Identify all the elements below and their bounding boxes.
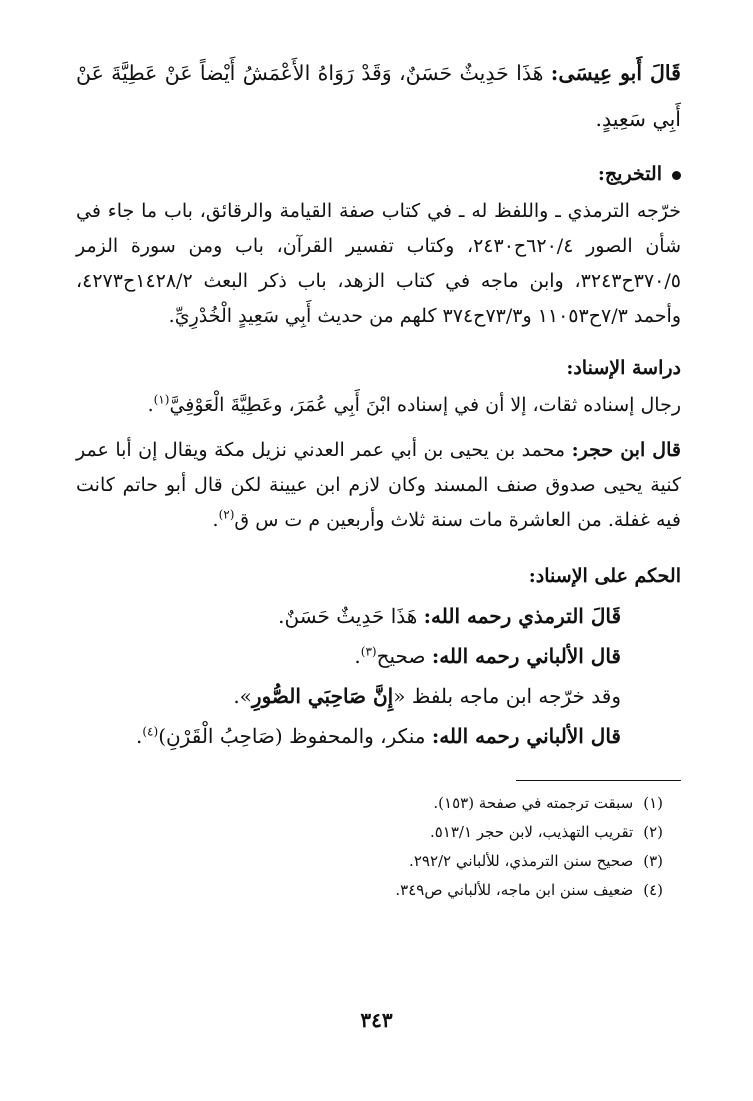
footnote-item	[76, 818, 681, 847]
ibn-hajar-speaker: قال ابن حجر:	[571, 439, 681, 461]
isnad-heading: دراسة الإسناد:	[566, 357, 681, 379]
ruling-line-albani-2	[76, 716, 681, 756]
ibn-hajar-paragraph	[76, 433, 681, 538]
footnotes-list	[76, 789, 681, 905]
footnote-number: (٣)	[643, 852, 663, 870]
footnote-number: (٤)	[643, 881, 663, 899]
footnote-divider	[516, 780, 681, 781]
footnote-text: سبقت ترجمته في صفحة (١٥٣).	[433, 794, 634, 812]
ruling-heading: الحكم على الإسناد:	[528, 565, 681, 587]
ruling-l3-end: ».	[233, 684, 252, 708]
ruling-l4-end: .	[136, 724, 143, 748]
ruling-l4-speaker: قال الألباني رحمه الله:	[431, 724, 621, 748]
intro-speaker: قَالَ أَبو عِيسَى:	[550, 61, 681, 85]
ruling-l4-text: منكر، والمحفوظ (صَاحِبُ الْقَرْنِ)	[158, 724, 432, 748]
takhrij-heading-text: التخريج:	[597, 163, 662, 185]
ruling-l1-speaker: قَالَ الترمذي رحمه الله:	[423, 604, 621, 628]
footnote-ref-2[interactable]: (٢)	[218, 507, 235, 522]
footnote-number: (٢)	[643, 823, 663, 841]
footnote-text: ضعيف سنن ابن ماجه، للألباني ص٣٤٩.	[395, 881, 634, 899]
footnote-ref-4[interactable]: (٤)	[142, 724, 159, 739]
footnote-text: صحيح سنن الترمذي، للألباني ٢٩٢/٢.	[409, 852, 634, 870]
intro-paragraph	[76, 50, 681, 142]
ruling-l2-text: صحيح	[376, 644, 432, 668]
ruling-line-ibn-majah	[76, 676, 681, 716]
takhrij-paragraph: خرّجه الترمذي ـ واللفظ له ـ في كتاب صفة القيامة والرقائق، باب ما جاء في شأن الصور ٦٢٠/٤ح٢٤٣٠، وكتاب تفسير القرآن، باب ومن سورة الزمر ٣٧٠/٥ح٣٢٤٣، وابن ماجه في كتاب الزهد، باب ذكر البعث ١٤٢٨/٢ح٤٢٧٣، وأحمد ٧/٣ح١١٠٥٣ و٧٣/٣ح٣٧٤ كلهم من حديث أَبِي سَعِيدٍ الْخُدْرِيِّ.	[76, 200, 681, 327]
ruling-l1-text: هَذَا حَدِيثٌ حَسَنٌ.	[278, 604, 424, 628]
ruling-l2-end: .	[354, 644, 361, 668]
isnad-paragraph	[76, 388, 681, 423]
intro-text: هَذَا حَدِيثٌ حَسَنٌ، وَقَدْ رَوَاهُ الأَعْمَشُ أَيْضاً عَنْ عَطِيَّةَ عَنْ أَبِي سَعِيدٍ.	[76, 61, 681, 131]
isnad-end: .	[147, 394, 154, 416]
ruling-l3-text: وقد خرّجه ابن ماجه بلفظ «	[393, 684, 621, 708]
page-number: ٣٤٣	[360, 1008, 393, 1032]
ruling-line-tirmidhi	[76, 596, 681, 636]
ibn-hajar-text: محمد بن يحيى بن أبي عمر العدني نزيل مكة ويقال إن أبا عمر كنية يحيى صدوق صنف المسند وكان لازم ابن عيينة لكن قال أبو حاتم كانت فيه غفلة. من العاشرة مات سنة ثلاث وأربعين م ت س ق	[76, 439, 681, 531]
footnote-number: (١)	[643, 794, 663, 812]
ibn-hajar-end: .	[212, 509, 219, 531]
ruling-block	[76, 596, 681, 756]
footnote-item	[76, 789, 681, 818]
bullet-icon	[672, 171, 681, 180]
footnote-ref-3[interactable]: (٣)	[360, 644, 377, 659]
footnote-text: تقريب التهذيب، لابن حجر ٥١٣/١.	[429, 823, 634, 841]
footnote-item	[76, 876, 681, 905]
footnote-item	[76, 847, 681, 876]
ruling-l2-speaker: قال الألباني رحمه الله:	[431, 644, 621, 668]
ruling-line-albani	[76, 636, 681, 676]
ruling-l3-quote: إِنَّ صَاحِبَي الصُّورِ	[251, 684, 394, 708]
footnote-ref-1[interactable]: (١)	[153, 392, 170, 407]
takhrij-heading	[76, 154, 681, 194]
isnad-text: رجال إسناده ثقات، إلا أن في إسناده ابْنَ أَبِي عُمَرَ، وعَطِيَّةَ الْعَوْفِيَّ	[169, 394, 681, 416]
